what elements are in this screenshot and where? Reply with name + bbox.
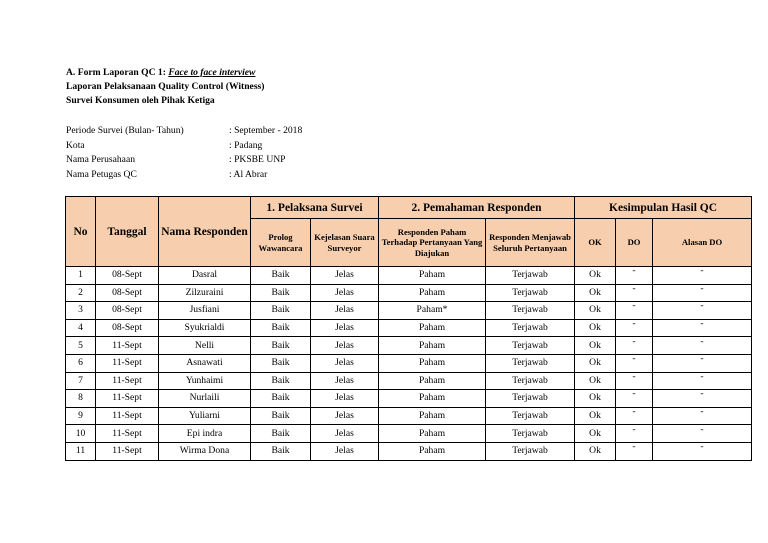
cell-paham: Paham: [379, 407, 486, 425]
cell-menjawab: Terjawab: [486, 354, 575, 372]
cell-do: [616, 302, 653, 320]
cell-paham: Paham: [379, 284, 486, 302]
cell-tanggal: 08-Sept: [96, 302, 159, 320]
cell-do-value: -: [632, 423, 636, 435]
header-ok: OK: [575, 219, 616, 267]
meta-label: Nama Petugas QC: [66, 168, 137, 180]
meta-value: : PKSBE UNP: [229, 154, 286, 165]
survey-title: Survei Konsumen oleh Pihak Ketiga: [66, 95, 215, 106]
cell-prolog: Baik: [251, 407, 311, 425]
cell-prolog: Baik: [251, 354, 311, 372]
cell-no: 8: [66, 390, 96, 408]
meta-label: Nama Perusahaan: [66, 154, 135, 165]
cell-no: 10: [66, 425, 96, 443]
cell-kejelasan: Jelas: [311, 354, 379, 372]
form-title: A. Form Laporan QC 1: Face to face interview: [66, 67, 256, 78]
cell-alasan-value: -: [700, 370, 704, 382]
cell-alasan: [653, 319, 752, 337]
survey-metadata: [66, 124, 302, 182]
cell-prolog: Baik: [251, 372, 311, 390]
header-group-pemahaman-responden: 2. Pemahaman Responden: [379, 197, 575, 219]
meta-label: Periode Survei (Bulan- Tahun): [66, 125, 184, 136]
cell-alasan-value: -: [700, 265, 704, 277]
cell-no: 11: [66, 442, 96, 460]
cell-nama: Yunhaimi: [159, 372, 251, 390]
cell-kejelasan: Jelas: [311, 284, 379, 302]
cell-kejelasan: Jelas: [311, 319, 379, 337]
cell-tanggal: 11-Sept: [96, 372, 159, 390]
meta-row-perusahaan: [66, 153, 302, 168]
table-row: [66, 319, 752, 337]
header-nama-responden: Nama Responden: [159, 197, 251, 267]
cell-alasan-value: -: [700, 406, 704, 418]
cell-no: 4: [66, 319, 96, 337]
cell-alasan-value: -: [700, 353, 704, 365]
cell-no: 9: [66, 407, 96, 425]
cell-menjawab: Terjawab: [486, 267, 575, 285]
table-row: [66, 267, 752, 285]
cell-ok: Ok: [575, 407, 616, 425]
meta-value: : September - 2018: [229, 125, 303, 136]
qc-report-table: [65, 196, 752, 461]
cell-do-value: -: [632, 441, 636, 453]
cell-ok: Ok: [575, 442, 616, 460]
cell-ok: Ok: [575, 390, 616, 408]
cell-nama: Wirma Dona: [159, 442, 251, 460]
qc-table-body: [66, 267, 752, 461]
cell-alasan-value: -: [700, 388, 704, 400]
cell-nama: Nurlaili: [159, 390, 251, 408]
header-responden-menjawab: Responden Menjawab Seluruh Pertanyaan: [486, 219, 575, 267]
header-no: No: [66, 197, 96, 267]
cell-menjawab: Terjawab: [486, 442, 575, 460]
cell-ok: Ok: [575, 267, 616, 285]
cell-kejelasan: Jelas: [311, 390, 379, 408]
cell-alasan: [653, 337, 752, 355]
cell-kejelasan: Jelas: [311, 337, 379, 355]
cell-prolog: Baik: [251, 442, 311, 460]
cell-tanggal: 11-Sept: [96, 425, 159, 443]
cell-alasan: [653, 442, 752, 460]
table-row: [66, 302, 752, 320]
cell-prolog: Baik: [251, 319, 311, 337]
cell-nama: Asnawati: [159, 354, 251, 372]
cell-do-value: -: [632, 282, 636, 294]
header-kejelasan-suara: Kejelasan Suara Surveyor: [311, 219, 379, 267]
meta-row-kota: [66, 139, 302, 154]
cell-paham: Paham: [379, 442, 486, 460]
cell-prolog: Baik: [251, 267, 311, 285]
cell-do: [616, 337, 653, 355]
cell-menjawab: Terjawab: [486, 372, 575, 390]
header-group-pelaksana-survei: 1. Pelaksana Survei: [251, 197, 379, 219]
cell-tanggal: 08-Sept: [96, 319, 159, 337]
table-row: [66, 425, 752, 443]
cell-alasan: [653, 302, 752, 320]
cell-nama: Epi indra: [159, 425, 251, 443]
cell-tanggal: 11-Sept: [96, 354, 159, 372]
cell-menjawab: Terjawab: [486, 390, 575, 408]
cell-do-value: -: [632, 406, 636, 418]
cell-kejelasan: Jelas: [311, 372, 379, 390]
cell-ok: Ok: [575, 425, 616, 443]
cell-tanggal: 08-Sept: [96, 267, 159, 285]
cell-paham: Paham: [379, 267, 486, 285]
cell-do-value: -: [632, 335, 636, 347]
meta-row-petugas: [66, 168, 302, 183]
cell-do: [616, 407, 653, 425]
cell-ok: Ok: [575, 354, 616, 372]
header-prolog-wawancara: Prolog Wawancara: [251, 219, 311, 267]
header-do: DO: [616, 219, 653, 267]
cell-prolog: Baik: [251, 302, 311, 320]
cell-tanggal: 11-Sept: [96, 337, 159, 355]
header-group-kesimpulan: Kesimpulan Hasil QC: [575, 197, 752, 219]
cell-menjawab: Terjawab: [486, 407, 575, 425]
cell-alasan-value: -: [700, 423, 704, 435]
meta-value: : Al Abrar: [229, 168, 268, 180]
cell-alasan-value: -: [700, 441, 704, 453]
cell-alasan: [653, 407, 752, 425]
cell-do: [616, 425, 653, 443]
cell-paham: Paham: [379, 425, 486, 443]
cell-do-value: -: [632, 353, 636, 365]
cell-menjawab: Terjawab: [486, 319, 575, 337]
cell-menjawab: Terjawab: [486, 337, 575, 355]
cell-ok: Ok: [575, 302, 616, 320]
cell-nama: Yuliarni: [159, 407, 251, 425]
cell-alasan: [653, 354, 752, 372]
form-heading: [66, 66, 264, 108]
cell-kejelasan: Jelas: [311, 442, 379, 460]
cell-prolog: Baik: [251, 390, 311, 408]
cell-paham: Paham: [379, 354, 486, 372]
cell-nama: Nelli: [159, 337, 251, 355]
cell-nama: Zilzuraini: [159, 284, 251, 302]
cell-tanggal: 08-Sept: [96, 284, 159, 302]
cell-ok: Ok: [575, 319, 616, 337]
cell-no: 3: [66, 302, 96, 320]
cell-do-value: -: [632, 265, 636, 277]
cell-paham: Paham: [379, 372, 486, 390]
cell-alasan-value: -: [700, 318, 704, 330]
cell-paham: Paham*: [379, 302, 486, 320]
cell-kejelasan: Jelas: [311, 302, 379, 320]
cell-do: [616, 390, 653, 408]
cell-alasan-value: -: [700, 300, 704, 312]
cell-prolog: Baik: [251, 337, 311, 355]
cell-prolog: Baik: [251, 284, 311, 302]
table-row: [66, 442, 752, 460]
cell-no: 7: [66, 372, 96, 390]
cell-no: 1: [66, 267, 96, 285]
header-responden-paham: Responden Paham Terhadap Pertanyaan Yang Diajukan: [379, 219, 486, 267]
cell-do: [616, 319, 653, 337]
cell-tanggal: 11-Sept: [96, 407, 159, 425]
cell-nama: Syukrialdi: [159, 319, 251, 337]
cell-kejelasan: Jelas: [311, 425, 379, 443]
table-row: [66, 407, 752, 425]
cell-do: [616, 354, 653, 372]
table-row: [66, 337, 752, 355]
cell-alasan: [653, 267, 752, 285]
cell-do-value: -: [632, 370, 636, 382]
cell-prolog: Baik: [251, 425, 311, 443]
meta-row-periode: [66, 124, 302, 139]
cell-do-value: -: [632, 300, 636, 312]
cell-ok: Ok: [575, 337, 616, 355]
meta-label: Kota: [66, 139, 85, 151]
cell-tanggal: 11-Sept: [96, 442, 159, 460]
cell-alasan: [653, 390, 752, 408]
table-row: [66, 354, 752, 372]
cell-nama: Dasral: [159, 267, 251, 285]
header-tanggal: Tanggal: [96, 197, 159, 267]
cell-tanggal: 11-Sept: [96, 390, 159, 408]
cell-alasan-value: -: [700, 335, 704, 347]
report-title: Laporan Pelaksanaan Quality Control (Witness): [66, 81, 265, 92]
header-alasan-do: Alasan DO: [653, 219, 752, 267]
cell-menjawab: Terjawab: [486, 284, 575, 302]
cell-kejelasan: Jelas: [311, 267, 379, 285]
table-row: [66, 372, 752, 390]
cell-paham: Paham: [379, 319, 486, 337]
cell-menjawab: Terjawab: [486, 302, 575, 320]
cell-paham: Paham: [379, 390, 486, 408]
cell-alasan-value: -: [700, 282, 704, 294]
cell-do: [616, 267, 653, 285]
meta-value: : Padang: [229, 139, 263, 151]
cell-kejelasan: Jelas: [311, 407, 379, 425]
cell-no: 5: [66, 337, 96, 355]
table-row: [66, 390, 752, 408]
cell-alasan: [653, 425, 752, 443]
cell-menjawab: Terjawab: [486, 425, 575, 443]
cell-ok: Ok: [575, 284, 616, 302]
cell-no: 6: [66, 354, 96, 372]
cell-ok: Ok: [575, 372, 616, 390]
cell-do-value: -: [632, 388, 636, 400]
form-title-emphasis: Face to face interview: [168, 67, 256, 78]
cell-paham: Paham: [379, 337, 486, 355]
cell-do-value: -: [632, 318, 636, 330]
table-row: [66, 284, 752, 302]
cell-nama: Jusfiani: [159, 302, 251, 320]
cell-no: 2: [66, 284, 96, 302]
cell-do: [616, 442, 653, 460]
